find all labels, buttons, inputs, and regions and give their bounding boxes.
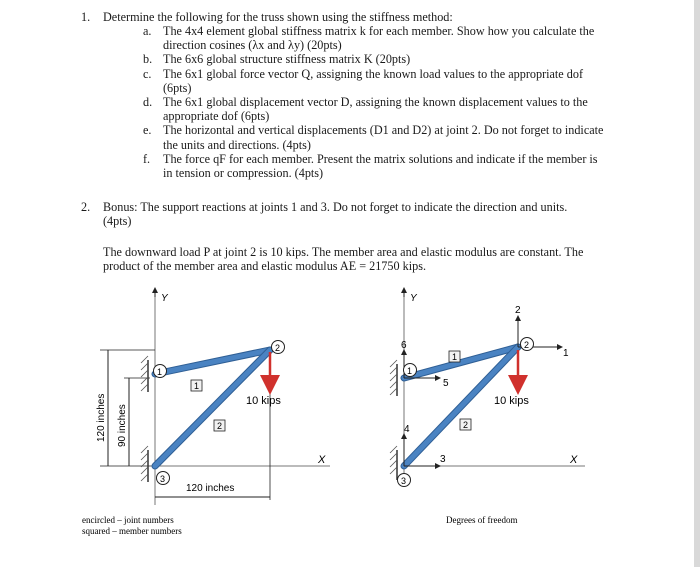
question-2-text: Bonus: The support reactions at joints 1 and 3. Do not forget to indicate the direction and units. [103, 200, 568, 214]
item-text: the units and directions. (4pts) [163, 137, 311, 152]
support-joint-1 [141, 356, 148, 392]
item-label: d. [143, 95, 153, 110]
item-label: f. [143, 151, 151, 166]
question-1-intro: Determine the following for the truss shown using the stiffness method: [103, 10, 453, 24]
given-line-1: The downward load P at joint 2 is 10 kips. The member area and elastic modulus are constant. The [103, 245, 584, 259]
dof-5-label: 5 [443, 378, 449, 389]
x-axis-label: X [318, 454, 326, 466]
dof-6-label: 6 [401, 340, 407, 351]
item-label: c. [143, 66, 152, 81]
support-joint-1 [390, 360, 397, 396]
item-label: b. [143, 52, 153, 67]
member-2-label: 2 [217, 421, 223, 431]
joint-3-label: 3 [160, 474, 166, 484]
load-label: 10 kips [494, 395, 529, 407]
dimension-120-label: 120 inches [96, 393, 107, 442]
truss-figure-right [390, 290, 585, 525]
dof-2-label: 2 [515, 305, 521, 316]
member-1-label: 1 [452, 352, 458, 362]
member-1-label: 1 [194, 381, 200, 391]
dof-3-label: 3 [440, 454, 446, 465]
item-text: The force qF for each member. Present the matrix solutions and indicate if the member is [163, 151, 598, 166]
truss-figure-left [82, 290, 330, 536]
given-line-2: product of the member area and elastic modulus AE = 21750 kips. [103, 259, 426, 274]
y-axis-label: Y [410, 293, 417, 304]
joint-3-label: 3 [401, 476, 407, 486]
joint-1-label: 1 [157, 367, 163, 377]
legend-joints: encircled – joint numbers [82, 515, 174, 525]
load-label: 10 kips [246, 395, 281, 407]
dof-4-label: 4 [404, 424, 410, 435]
x-axis-label: X [570, 454, 578, 466]
support-joint-3 [390, 446, 397, 480]
item-text: The 4x4 element global stiffness matrix k for each member. Show how you calculate the [163, 24, 595, 38]
item-text: in tension or compression. (4pts) [163, 166, 324, 181]
item-text: The 6x1 global force vector Q, assigning the known load values to the appropriate dof [163, 66, 584, 81]
question-2-number: 2. [81, 200, 91, 214]
question-2-points: (4pts) [103, 214, 132, 229]
dof-1-label: 1 [563, 348, 569, 359]
item-text: appropriate dof (6pts) [163, 109, 270, 124]
item-label: a. [143, 24, 152, 38]
joint-2-label: 2 [275, 343, 281, 353]
joint-2-label: 2 [524, 340, 530, 350]
item-text: (6pts) [163, 80, 192, 95]
y-axis-label: Y [161, 293, 168, 304]
dimension-90-label: 90 inches [117, 404, 128, 447]
joint-1-label: 1 [407, 366, 413, 376]
member-2-label: 2 [463, 420, 469, 430]
item-text: direction cosines (λx and λy) (20pts) [163, 38, 342, 53]
support-joint-3 [141, 446, 148, 482]
item-text: The horizontal and vertical displacements (D1 and D2) at joint 2. Do not forget to indicate [163, 123, 604, 138]
dimension-horizontal-label: 120 inches [186, 483, 235, 494]
legend-members: squared – member numbers [82, 526, 182, 536]
item-text: The 6x6 global structure stiffness matrix K (20pts) [163, 52, 411, 67]
figure-caption: Degrees of freedom [446, 515, 518, 525]
item-text: The 6x1 global displacement vector D, assigning the known displacement values to the [163, 95, 588, 110]
question-1-number: 1. [81, 10, 91, 24]
item-label: e. [143, 123, 152, 138]
